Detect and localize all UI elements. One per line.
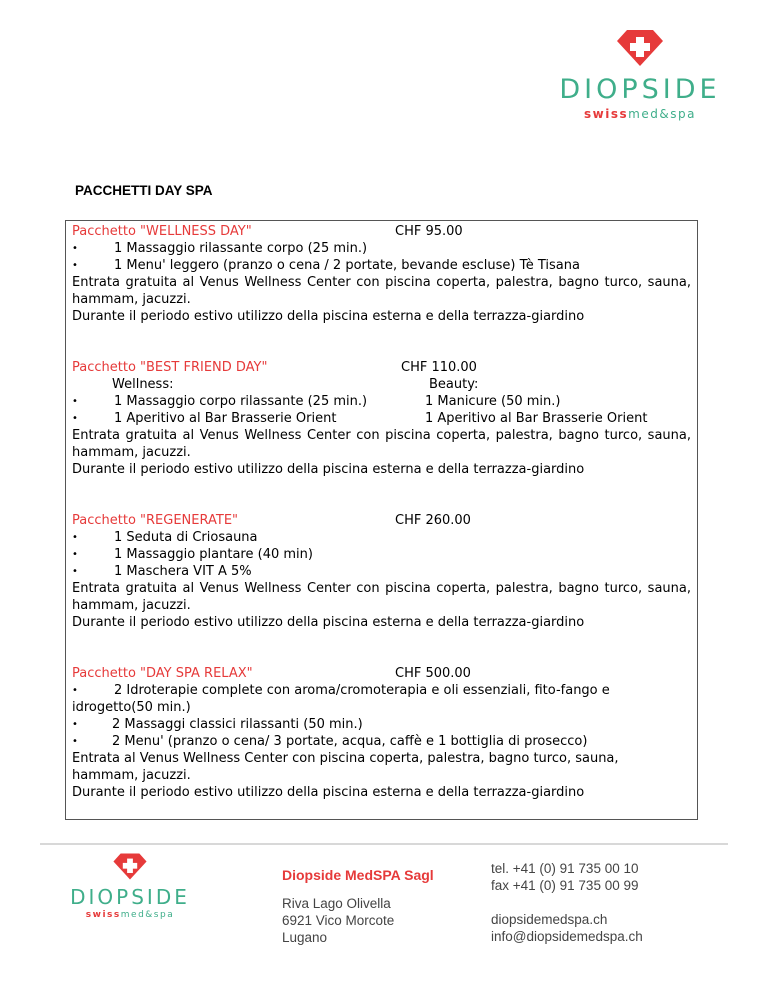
list-item: • 2 Menu' (pranzo o cena/ 3 portate, acqua, caffè e 1 bottiglia di prosecco) xyxy=(72,734,588,749)
list-item: • 1 Massaggio plantare (40 min) xyxy=(72,547,313,562)
footer-divider xyxy=(40,843,728,845)
diamond-cross-icon xyxy=(112,852,148,881)
package-best-friend-day xyxy=(72,359,691,478)
list-item: • 1 Maschera VIT A 5% xyxy=(72,564,252,579)
summer-text: Durante il periodo estivo utilizzo della piscina esterna e della terrazza-giardino xyxy=(72,309,585,324)
summer-text: Durante il periodo estivo utilizzo della piscina esterna e della terrazza-giardino xyxy=(72,785,585,800)
package-price: CHF 110.00 xyxy=(401,360,477,375)
company-name: Diopside MedSPA Sagl xyxy=(282,867,434,883)
list-item: • 2 Massaggi classici rilassanti (50 min.) xyxy=(72,717,363,732)
entry-text-continuation: hammam, jacuzzi. xyxy=(72,768,191,783)
packages-box xyxy=(65,220,698,820)
entry-text: Entrata gratuita al Venus Wellness Center con piscina coperta, palestra, bagno turco, sauna, hammam, jacuzzi. xyxy=(72,428,691,460)
list-item-continuation: idrogetto(50 min.) xyxy=(72,700,191,715)
entry-text: Entrata gratuita al Venus Wellness Center con piscina coperta, palestra, bagno turco, sauna, hammam, jacuzzi. xyxy=(72,275,691,307)
summer-text: Durante il periodo estivo utilizzo della piscina esterna e della terrazza-giardino xyxy=(72,462,585,477)
page-title: PACCHETTI DAY SPA xyxy=(75,183,213,198)
list-item: • 1 Aperitivo al Bar Brasserie Orient 1 Aperitivo al Bar Brasserie Orient xyxy=(72,411,648,426)
brand-tagline: swissmed&spa xyxy=(85,910,175,920)
package-name: Pacchetto "BEST FRIEND DAY" xyxy=(72,360,268,375)
list-item: • 1 Seduta di Criosauna xyxy=(72,530,258,545)
header-logo xyxy=(545,28,735,121)
package-price: CHF 260.00 xyxy=(395,513,471,528)
entry-text: Entrata al Venus Wellness Center con piscina coperta, palestra, bagno turco, sauna, xyxy=(72,751,619,766)
entry-text: Entrata gratuita al Venus Wellness Center con piscina coperta, palestra, bagno turco, sauna, hammam, jacuzzi. xyxy=(72,581,691,613)
beauty-heading: Beauty: xyxy=(429,377,479,392)
brand-tagline: swissmed&spa xyxy=(584,107,696,121)
package-price: CHF 95.00 xyxy=(395,224,463,239)
package-name: Pacchetto "REGENERATE" xyxy=(72,513,239,528)
list-item: • 1 Menu' leggero (pranzo o cena / 2 portate, bevande escluse) Tè Tisana xyxy=(72,258,580,273)
email-link[interactable]: info@diopsidemedspa.ch xyxy=(491,929,643,944)
phone: tel. +41 (0) 91 735 00 10 xyxy=(491,861,639,876)
address: Riva Lago Olivella 6921 Vico Morcote Lugano xyxy=(282,896,395,945)
package-name: Pacchetto "DAY SPA RELAX" xyxy=(72,666,253,681)
website-link[interactable]: diopsidemedspa.ch xyxy=(491,912,608,927)
fax: fax +41 (0) 91 735 00 99 xyxy=(491,878,639,893)
brand-name: DIOPSIDE xyxy=(559,74,721,105)
summer-text: Durante il periodo estivo utilizzo della piscina esterna e della terrazza-giardino xyxy=(72,615,585,630)
wellness-heading: Wellness: xyxy=(112,377,174,392)
brand-name: DIOPSIDE xyxy=(70,885,190,909)
diamond-cross-icon xyxy=(615,28,665,68)
list-item: • 1 Massaggio corpo rilassante (25 min.) 1 Manicure (50 min.) xyxy=(72,394,561,409)
list-item: • 2 Idroterapie complete con aroma/cromoterapia e oli essenziali, fito-fango e xyxy=(72,683,610,698)
package-name: Pacchetto "WELLNESS DAY" xyxy=(72,224,252,239)
package-wellness-day xyxy=(72,223,691,325)
package-regenerate xyxy=(72,512,691,631)
package-price: CHF 500.00 xyxy=(395,666,471,681)
footer-logo xyxy=(55,852,205,920)
list-item: • 1 Massaggio rilassante corpo (25 min.) xyxy=(72,241,368,256)
contact-info xyxy=(491,860,643,945)
package-day-spa-relax xyxy=(72,665,691,801)
